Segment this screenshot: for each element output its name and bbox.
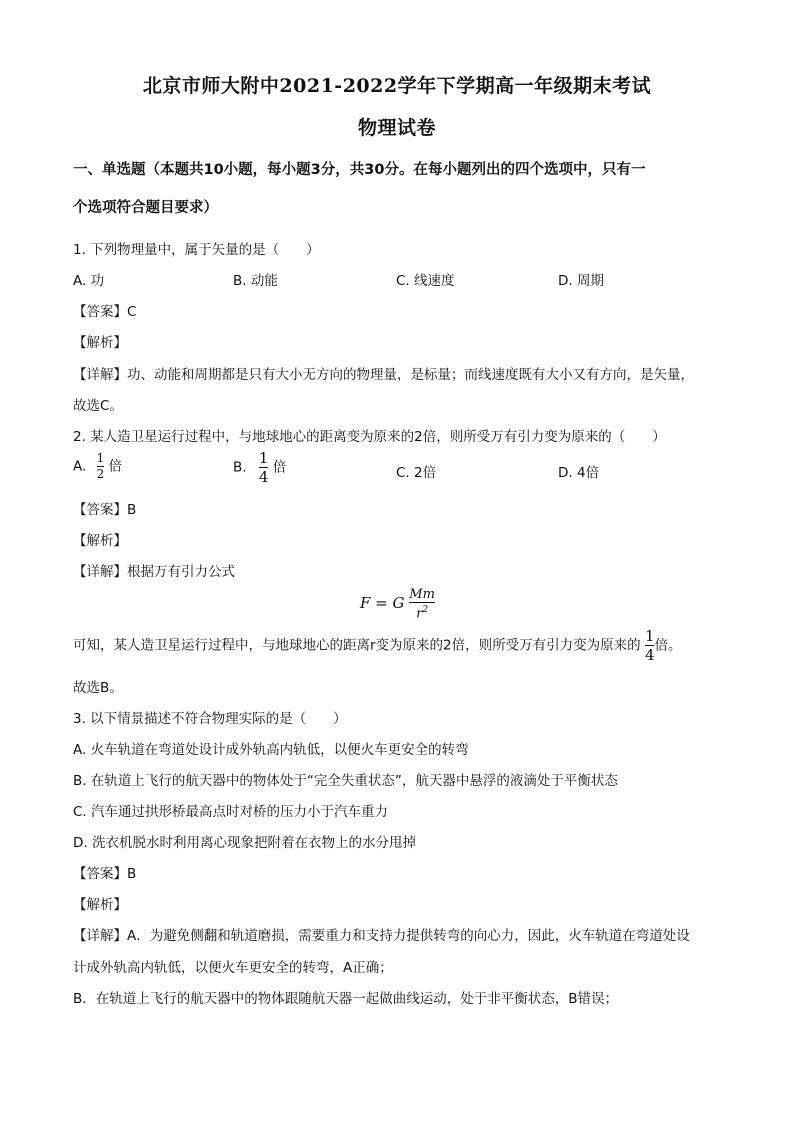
- q2-detail: 【详解】根据万有引力公式: [73, 564, 235, 580]
- q2-option-b-label: B.: [233, 459, 247, 476]
- section-heading-cont: 个选项符合题目要求）: [73, 200, 218, 216]
- formula-fraction: [409, 588, 435, 620]
- q2-analysis: 【解析】: [73, 533, 127, 549]
- fraction-numerator: 1: [644, 627, 655, 645]
- q1-option-d: D. 周期: [558, 273, 604, 289]
- q2-option-a: [73, 452, 122, 481]
- q2-option-b-suffix: 倍: [272, 459, 287, 476]
- q1-select: 故选C。: [73, 398, 123, 414]
- q3-stem: 3. 以下情景描述不符合物理实际的是（ ）: [73, 711, 347, 727]
- q1-analysis: 【解析】: [73, 335, 127, 351]
- formula-lhs: F = G: [360, 594, 405, 613]
- q2-conclusion-text: 可知，某人造卫星运行过程中，与地球地心的距离r变为原来的2倍，则所受万有引力变为原来的: [73, 637, 641, 654]
- q2-answer: 【答案】B: [73, 502, 137, 518]
- q2-option-a-label: A.: [73, 458, 87, 475]
- q2-select: 故选B。: [73, 680, 123, 696]
- formula-r: r: [416, 606, 423, 622]
- q3-option-b: B. 在轨道上飞行的航天器中的物体处于“完全失重状态”，航天器中悬浮的液滴处于平衡状态: [73, 773, 618, 789]
- q1-answer: 【答案】C: [73, 304, 137, 320]
- q2-option-c: C. 2倍: [396, 465, 437, 481]
- q3-option-d: D. 洗衣机脱水时利用离心现象把附着在衣物上的水分甩掉: [73, 835, 416, 851]
- q3-detail-1: 【详解】A．为避免侧翻和轨道磨损，需要重力和支持力提供转弯的向心力，因此，火车轨道在弯道处设: [73, 928, 690, 944]
- q3-option-c: C. 汽车通过拱形桥最高点时对桥的压力小于汽车重力: [73, 804, 389, 820]
- fraction-bar: [409, 602, 435, 603]
- fraction-denominator: 4: [258, 468, 269, 486]
- gravitation-formula: [360, 588, 435, 620]
- q3-detail-3: B．在轨道上飞行的航天器中的物体跟随航天器一起做曲线运动，处于非平衡状态，B错误；: [73, 991, 619, 1007]
- q1-detail: 【详解】功、动能和周期都是只有大小无方向的物理量，是标量；而线速度既有大小又有方向，是矢量，: [73, 367, 694, 383]
- q2-option-b-fraction: [259, 450, 269, 485]
- q3-detail-2: 计成外轨高内轨低，以便火车更安全的转弯，A正确；: [73, 960, 393, 976]
- q2-conclusion-suffix: 倍。: [654, 637, 682, 654]
- q2-option-d: D. 4倍: [558, 465, 600, 481]
- formula-exponent: 2: [422, 605, 429, 615]
- q1-option-b: B. 动能: [233, 273, 278, 289]
- q3-option-a: A. 火车轨道在弯道处设计成外轨高内轨低，以便火车更安全的转弯: [73, 742, 469, 758]
- q3-answer: 【答案】B: [73, 866, 137, 882]
- fraction-denominator: 4: [644, 646, 655, 664]
- fraction-numerator: 1: [258, 449, 269, 467]
- formula-denominator: [409, 604, 435, 620]
- formula-numerator: Mm: [409, 587, 435, 602]
- exam-subtitle: 物理试卷: [357, 117, 436, 139]
- q2-option-a-suffix: 倍: [108, 458, 123, 475]
- fraction-denominator: 2: [96, 467, 105, 481]
- q3-analysis: 【解析】: [73, 897, 127, 913]
- q2-stem: 2. 某人造卫星运行过程中，与地球地心的距离变为原来的2倍，则所受万有引力变为原来的（ ）: [73, 429, 666, 445]
- q1-stem: 1. 下列物理量中，属于矢量的是（ ）: [73, 242, 320, 258]
- q2-conclusion: [73, 628, 681, 663]
- q2-option-b: [233, 450, 286, 485]
- section-heading: 一、单选题（本题共10小题，每小题3分，共30分。在每小题列出的四个选项中，只有一: [73, 162, 646, 178]
- q2-option-a-fraction: [97, 452, 105, 481]
- exam-title: 北京市师大附中2021-2022学年下学期高一年级期末考试: [142, 75, 652, 97]
- fraction-numerator: 1: [96, 451, 105, 465]
- q1-option-a: A. 功: [73, 273, 105, 289]
- q1-option-c: C. 线速度: [396, 273, 455, 289]
